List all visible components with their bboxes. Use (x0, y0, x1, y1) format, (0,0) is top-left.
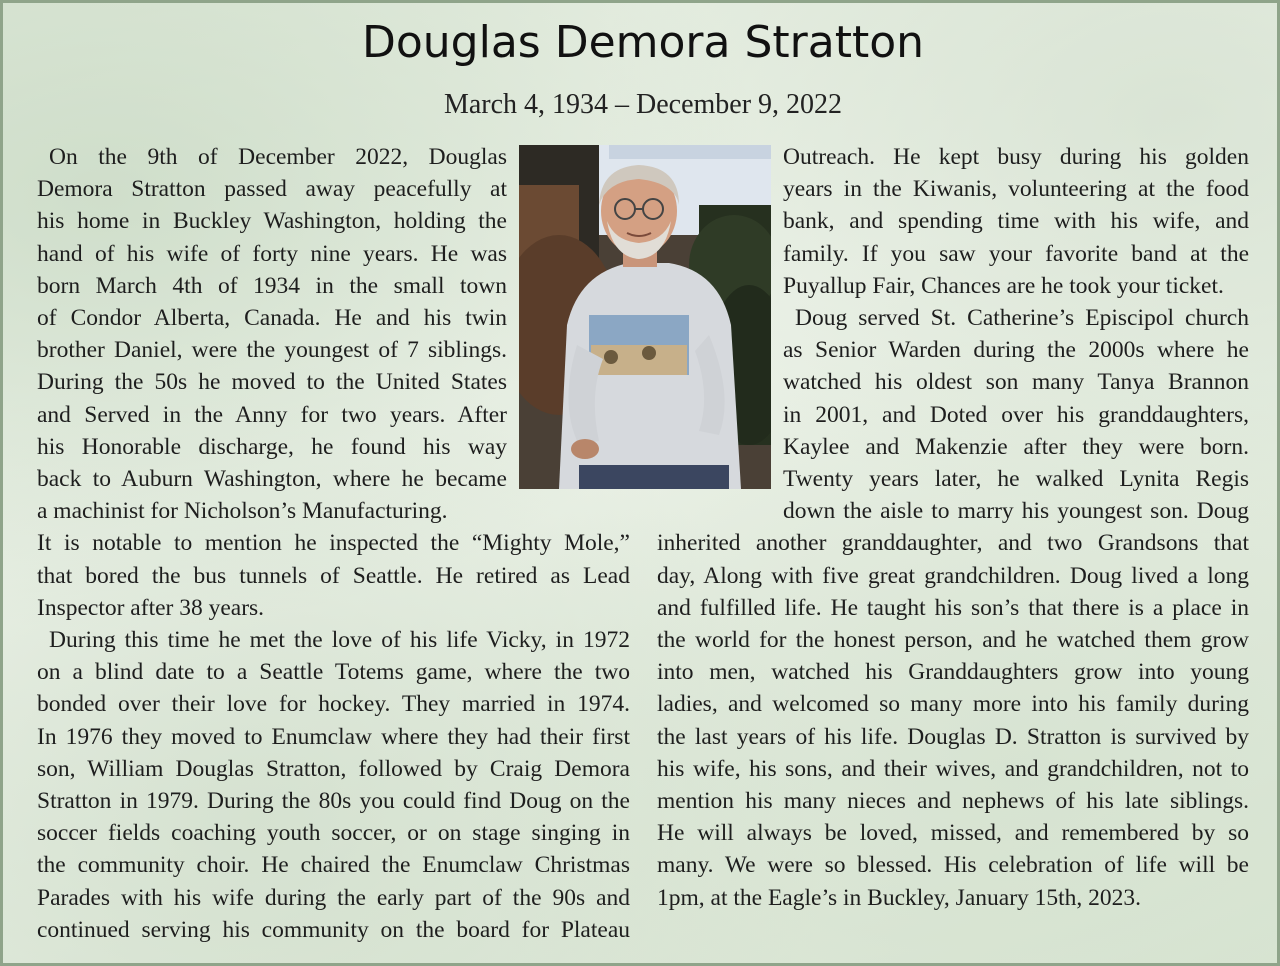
left-text-line: that bored the bus tunnels of Seattle. He retired as Lead (37, 562, 630, 589)
left-text-line: It is notable to mention he inspected the “Mighty Mole,” (37, 530, 630, 557)
left-text-line: son, William Douglas Stratton, followed by Craig Demora (37, 755, 630, 782)
right-text-line: the world for the honest person, and he watched them grow (657, 627, 1249, 653)
obituary-name: Douglas Demora Stratton (361, 17, 925, 68)
life-dates: March 4, 1934 – December 9, 2022 (443, 89, 843, 120)
right-text-line: day, Along with five great grandchildren. Doug lived a long (657, 562, 1249, 589)
portrait-photo (519, 145, 771, 489)
right-text-line: Puyallup Fair, Chances are he took your ticket. (783, 272, 1224, 299)
right-text-line: down the aisle to marry his youngest son. Doug (783, 498, 1249, 525)
left-text-line: Inspector after 38 years. (37, 594, 265, 621)
portrait-photo-icon (519, 145, 771, 489)
right-text-line: ladies, and welcomed so many more into his family during (657, 691, 1249, 718)
right-text-line: into men, watched his Granddaughters grow into young (657, 659, 1249, 686)
right-text-line: mention his many nieces and nephews of his late siblings. (657, 788, 1249, 814)
left-text-line: During this time he met the love of his life Vicky, in 1972 (49, 627, 630, 653)
right-text-line: Doug served St. Catherine’s Episcipol church (795, 305, 1249, 331)
left-text-line: Parades with his wife during the early part of the 90s and (37, 884, 630, 911)
left-text-line: of Condor Alberta, Canada. He and his twin (37, 305, 507, 331)
left-text-line: on a blind date to a Seattle Totems game, where the two (37, 659, 630, 686)
left-text-line: the community choir. He chaired the Enumclaw Christmas (37, 852, 630, 879)
right-text-line: bank, and spending time with his wife, and (783, 208, 1249, 235)
right-text-line: many. We were so blessed. His celebration of life will be (657, 852, 1249, 879)
left-text-line: bonded over their love for hockey. They married in 1974. (37, 691, 630, 718)
right-text-line: the last years of his life. Douglas D. Stratton is survived by (657, 723, 1249, 750)
left-text-line: and Served in the Anny for two years. After (37, 401, 507, 428)
left-text-line: his home in Buckley Washington, holding the (37, 208, 507, 235)
right-text-line: 1pm, at the Eagle’s in Buckley, January 15th, 2023. (657, 884, 1142, 911)
left-text-line: In 1976 they moved to Enumclaw where they had their first (37, 723, 630, 750)
left-text-line: Demora Stratton passed away peacefully at (37, 176, 507, 203)
right-text-line: Outreach. He kept busy during his golden (783, 144, 1249, 170)
left-text-line: born March 4th of 1934 in the small town (37, 272, 507, 299)
right-text-line: watched his oldest son many Tanya Brannon (783, 369, 1249, 396)
right-text-line: years in the Kiwanis, volunteering at the food (783, 176, 1249, 203)
right-text-line: as Senior Warden during the 2000s where he (783, 337, 1249, 364)
left-text-line: continued serving his community on the board for Plateau (37, 916, 630, 943)
left-text-line: a machinist for Nicholson’s Manufacturing. (37, 498, 448, 525)
right-text-line: family. If you saw your favorite band at the (783, 240, 1249, 267)
left-text-line: his Honorable discharge, he found his way (37, 433, 507, 460)
right-text-line: and fulfilled life. He taught his son’s that there is a place in (657, 594, 1249, 621)
right-text-line: Kaylee and Makenzie after they were born. (783, 433, 1249, 460)
left-text-line: Stratton in 1979. During the 80s you could find Doug on the (37, 788, 630, 814)
right-text-line: inherited another granddaughter, and two Grandsons that (657, 530, 1249, 557)
right-text-line: in 2001, and Doted over his granddaughters, (783, 401, 1249, 428)
right-text-line: He will always be loved, missed, and remembered by so (657, 820, 1249, 847)
right-text-line: his wife, his sons, and their wives, and grandchildren, not to (657, 755, 1249, 782)
left-text-line: back to Auburn Washington, where he became (37, 466, 507, 492)
left-text-line: soccer fields coaching youth soccer, or on stage singing in (37, 820, 630, 847)
left-text-line: On the 9th of December 2022, Douglas (49, 144, 507, 170)
right-text-line: Twenty years later, he walked Lynita Regis (783, 466, 1249, 492)
left-text-line: hand of his wife of forty nine years. He was (37, 240, 507, 267)
left-text-line: During the 50s he moved to the United States (37, 369, 507, 396)
left-text-line: brother Daniel, were the youngest of 7 siblings. (37, 337, 507, 364)
